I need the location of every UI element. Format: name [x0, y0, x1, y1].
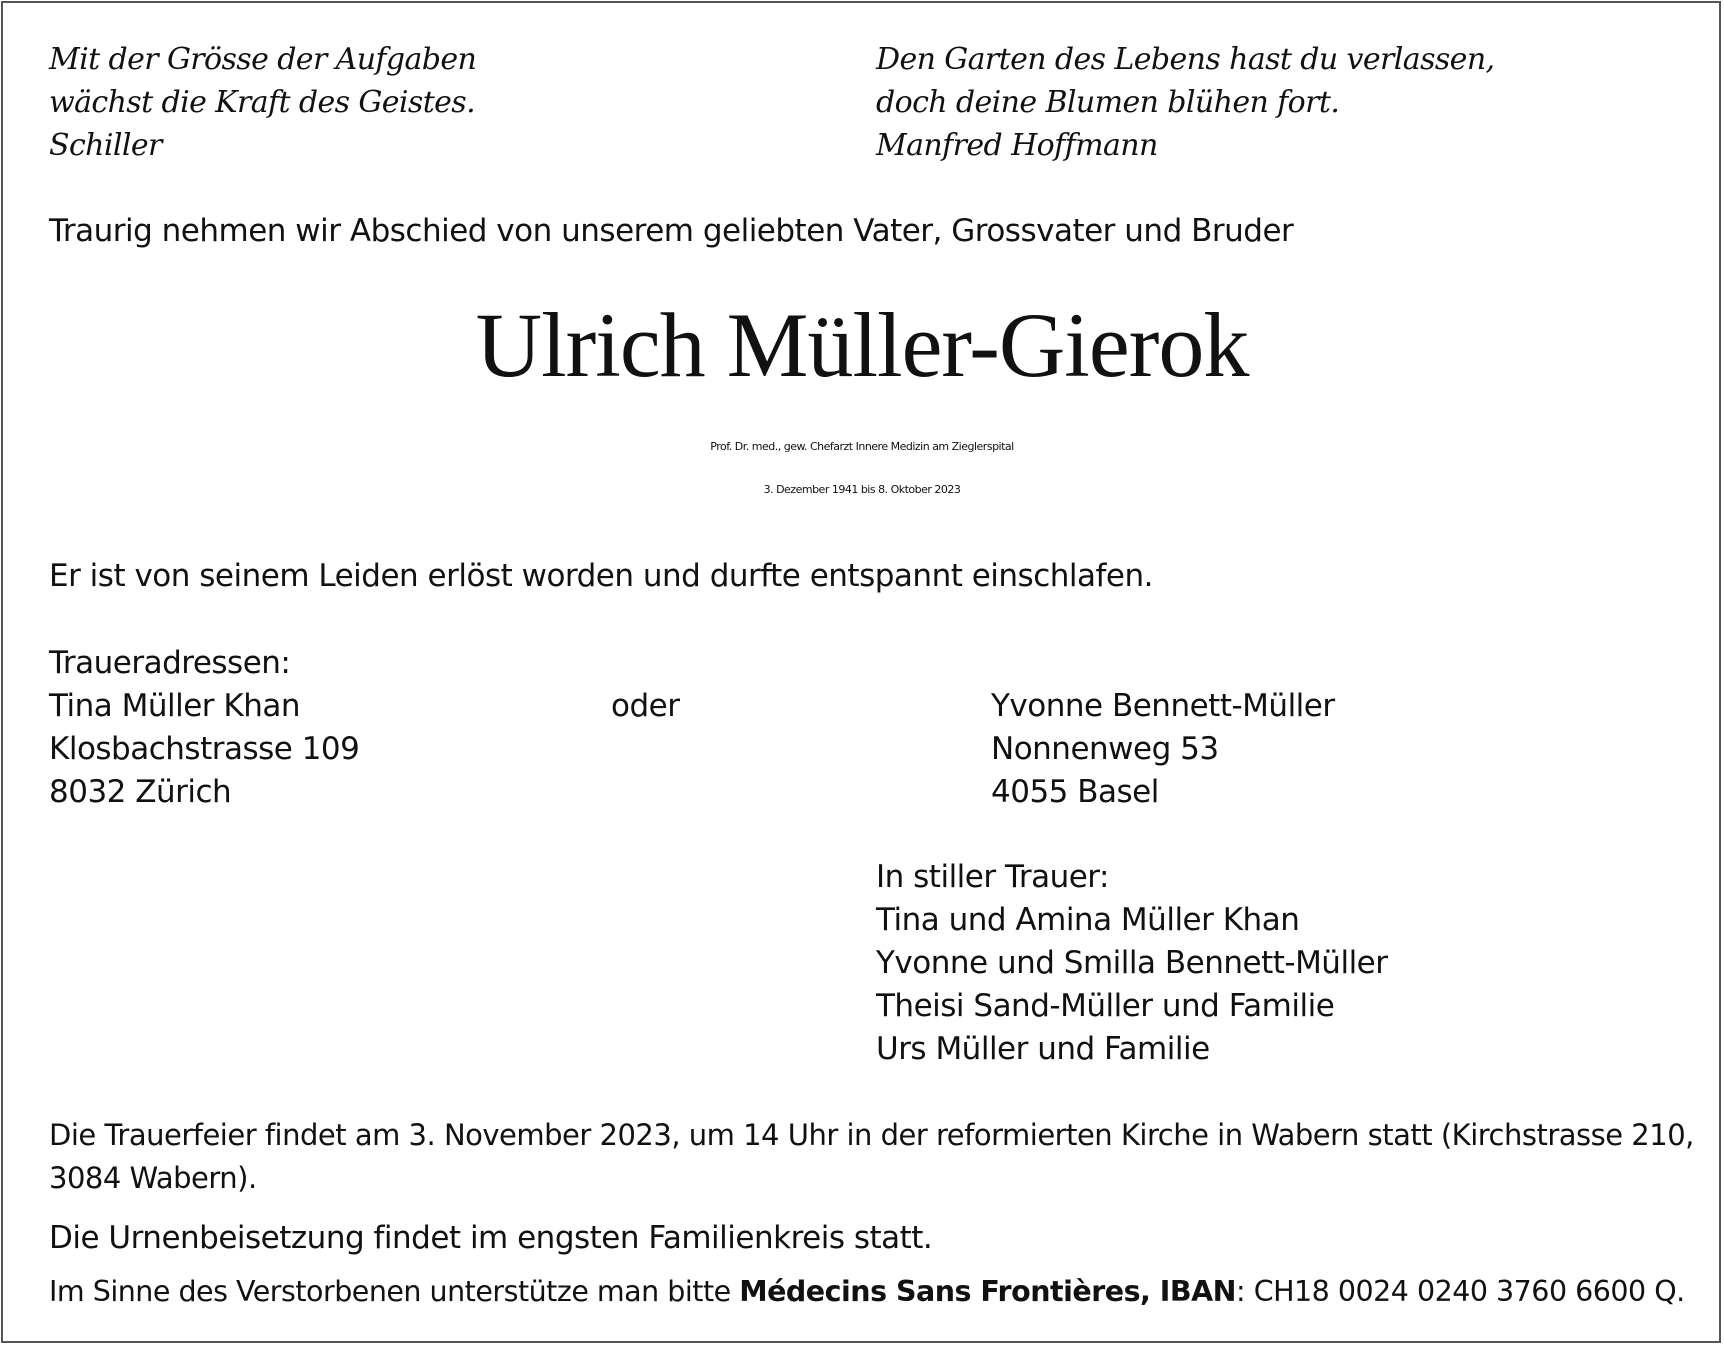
mourner-name: Theisi Sand-Müller und Familie — [876, 988, 1335, 1024]
address-right-name: Yvonne Bennett-Müller — [991, 688, 1335, 724]
quote-right-line: Den Garten des Lebens hast du verlassen, — [876, 42, 1495, 77]
address-left-street: Klosbachstrasse 109 — [49, 731, 360, 767]
urn-info: Die Urnenbeisetzung findet im engsten Familienkreis statt. — [49, 1220, 933, 1256]
funeral-info — [49, 1114, 1694, 1200]
deceased-details — [0, 425, 1724, 511]
mourner-name: Urs Müller und Familie — [876, 1031, 1210, 1067]
deceased-dates: 3. Dezember 1941 bis 8. Oktober 2023 — [763, 483, 961, 496]
address-separator: oder — [611, 688, 680, 724]
address-right-city: 4055 Basel — [991, 774, 1159, 810]
mourners-list — [876, 856, 1388, 1071]
donation-organization: Médecins Sans Frontières, IBAN — [739, 1275, 1237, 1308]
quote-left-line: wächst die Kraft des Geistes. — [49, 85, 476, 120]
mourner-name: Yvonne und Smilla Bennett-Müller — [876, 945, 1388, 981]
quote-right-line: doch deine Blumen blühen fort. — [876, 85, 1340, 120]
mourner-name: Tina und Amina Müller Khan — [876, 902, 1300, 938]
address-left — [49, 685, 359, 814]
funeral-line: 3084 Wabern). — [49, 1161, 257, 1195]
addresses-heading: Traueradressen: — [49, 645, 291, 681]
funeral-line: Die Trauerfeier findet am 3. November 2023, um 14 Uhr in der reformierten Kirche in Wabern statt (Kirchstrasse 210, — [49, 1118, 1694, 1152]
deceased-name: Ulrich Müller-Gierok — [475, 294, 1249, 396]
donation-iban: : CH18 0024 0240 3760 6600 Q. — [1236, 1275, 1685, 1308]
quote-left-author: Schiller — [49, 128, 162, 163]
intro-text: Traurig nehmen wir Abschied von unserem geliebten Vater, Grossvater und Bruder — [49, 213, 1294, 249]
deceased-title: Prof. Dr. med., gew. Chefarzt Innere Medizin am Zieglerspital — [710, 440, 1014, 453]
address-left-name: Tina Müller Khan — [49, 688, 301, 724]
relief-text: Er ist von seinem Leiden erlöst worden und durfte entspannt einschlafen. — [49, 558, 1153, 594]
quote-right-author: Manfred Hoffmann — [876, 128, 1158, 163]
address-right — [991, 685, 1335, 814]
donation-info — [49, 1270, 1685, 1313]
mourners-heading: In stiller Trauer: — [876, 859, 1109, 895]
quote-right — [876, 38, 1494, 167]
quote-left — [49, 38, 476, 167]
donation-prefix: Im Sinne des Verstorbenen unterstütze man bitte — [49, 1275, 740, 1308]
quote-left-line: Mit der Grösse der Aufgaben — [49, 42, 477, 77]
address-left-city: 8032 Zürich — [49, 774, 232, 810]
address-right-street: Nonnenweg 53 — [991, 731, 1219, 767]
